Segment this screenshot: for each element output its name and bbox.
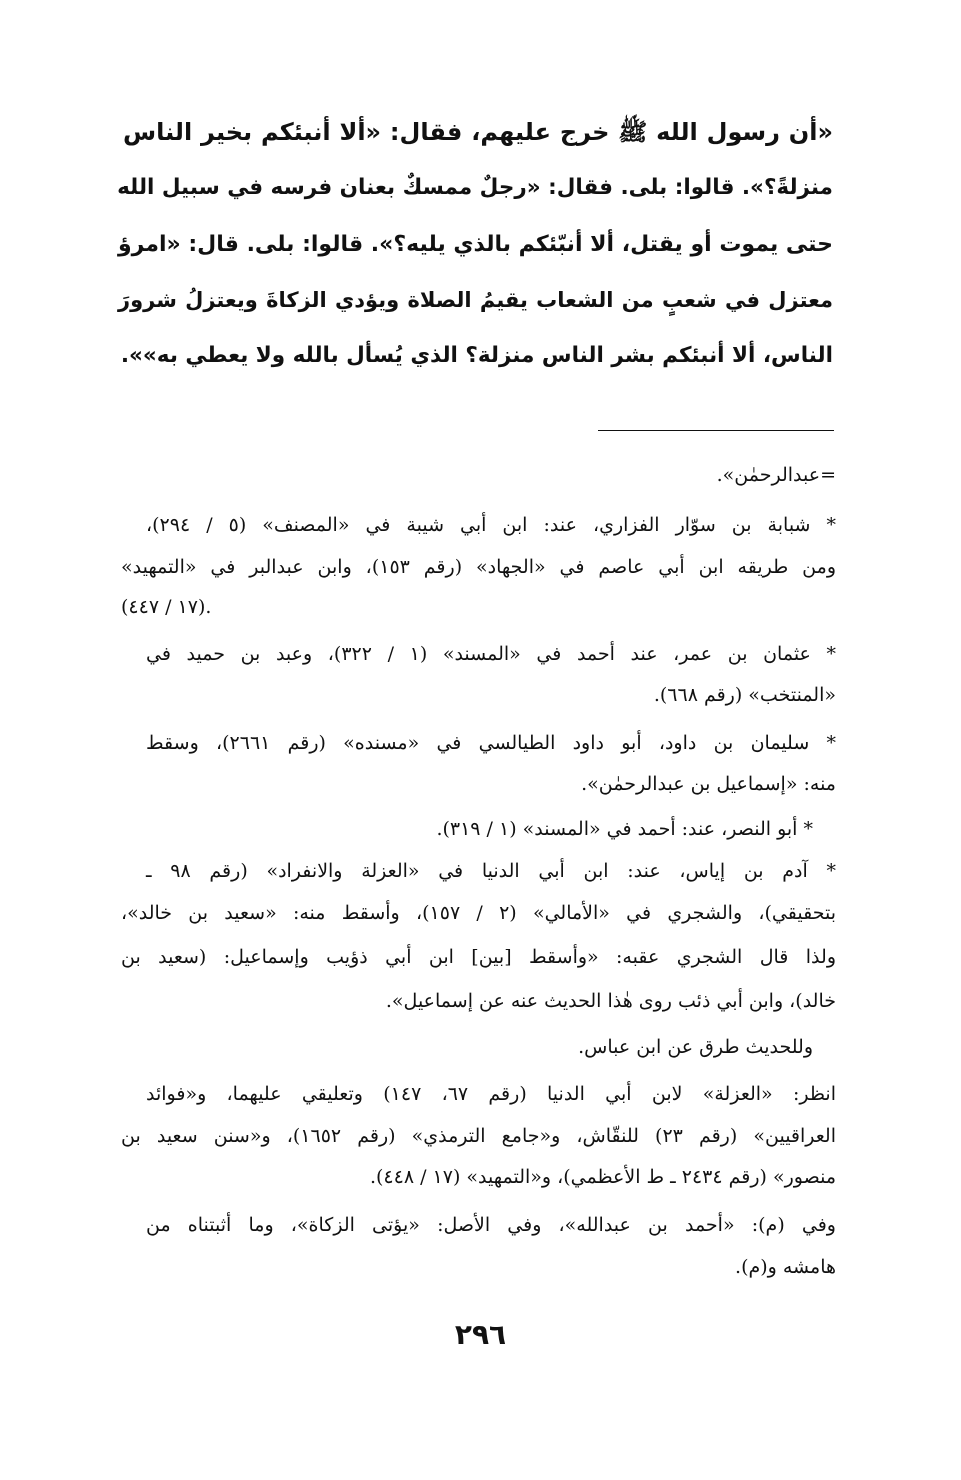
footnote-line-9: * أبو النصر، عند: أحمد في «المسند» (١ / ٣١٩). <box>436 818 813 840</box>
footnote-line-1: =عبدالرحمٰن». <box>716 464 836 486</box>
footnote-separator <box>598 430 834 431</box>
footnote-line-3: ومن طريقه ابن أبي عاصم في «الجهاد» (رقم ١٥٣)، وابن عبدالبر في «التمهيد» <box>121 556 836 578</box>
footnote-line-12: ولذا قال الشجري عقبه: «وأسقط [بين] ابن أبي ذؤيب وإسماعيل: (سعيد بن <box>121 946 836 968</box>
footnote-line-2: * شبابة بن سوّار الفزاري، عند: ابن أبي شيبة في «المصنف» (٥ / ٢٩٤)، <box>146 514 836 536</box>
footnote-line-15: انظر: «العزلة» لابن أبي الدنيا (رقم ٦٧، ١٤٧) وتعليقي عليهما، و«فوائد <box>146 1083 836 1105</box>
main-text-line-5: الناس، ألا أنبئكم بشر الناس منزلة؟ الذي يُسأل بالله ولا يعطي به»». <box>120 343 833 368</box>
page-number: ٢٩٦ <box>454 1318 507 1351</box>
footnote-line-17: منصور» (رقم ٢٤٣٤ ـ ط الأعظمي)، و«التمهيد» (١٧ / ٤٤٨). <box>369 1166 836 1188</box>
footnote-line-8: منه: «إسماعيل بن عبدالرحمٰن». <box>581 773 836 795</box>
footnote-line-10: * آدم بن إياس، عند: ابن أبي الدنيا في «العزلة والانفراد» (رقم ٩٨ ـ <box>146 860 836 882</box>
footnote-line-13: خالد)، وابن أبي ذئب روى هٰذا الحديث عنه عن إسماعيل». <box>385 990 836 1012</box>
footnote-line-18: وفي (م): «أحمد بن عبدالله»، وفي الأصل: «يؤتى الزكاة»، وما أثبتناه من <box>146 1214 836 1236</box>
footnote-line-14: وللحديث طرق عن ابن عباس. <box>578 1036 813 1058</box>
footnote-line-16: العراقيين» (رقم ٢٣) للنقّاش، و«جامع الترمذي» (رقم ١٦٥٢)، و«سنن سعيد بن <box>121 1125 836 1147</box>
main-text-line-1: «أن رسول الله ﷺ خرج عليهم، فقال: «ألا أنبئكم بخير الناس <box>123 118 833 146</box>
main-text-line-2: منزلةً؟». قالوا: بلى. فقال: «رجلٌ ممسكٌ بعنان فرسه في سبيل الله <box>117 175 833 200</box>
footnote-line-7: * سليمان بن داود، أبو داود الطيالسي في «مسنده» (رقم ٢٦٦١)، وسقط <box>146 732 836 754</box>
footnote-line-6: «المنتخب» (رقم ٦٦٨). <box>653 684 836 706</box>
footnote-line-5: * عثمان بن عمر، عند أحمد في «المسند» (١ / ٣٢٢)، وعبد بن حميد في <box>146 643 837 665</box>
main-text-line-4: معتزل في شعبٍ من الشعاب يقيمُ الصلاة ويؤدي الزكاةَ ويعتزلُ شرورَ <box>118 288 833 312</box>
footnote-line-11: بتحقيقي)، والشجري في «الأمالي» (٢ / ١٥٧)، وأسقط منه: «سعيد بن خالد»، <box>121 902 836 924</box>
footnote-line-19: هامشه و(م). <box>735 1256 836 1278</box>
main-text-line-3: حتى يموت أو يقتل، ألا أنبّئكم بالذي يليه؟». قالوا: بلى. قال: «امرؤ <box>117 232 833 257</box>
footnote-line-4: (١٧ / ٤٤٧). <box>121 596 212 618</box>
